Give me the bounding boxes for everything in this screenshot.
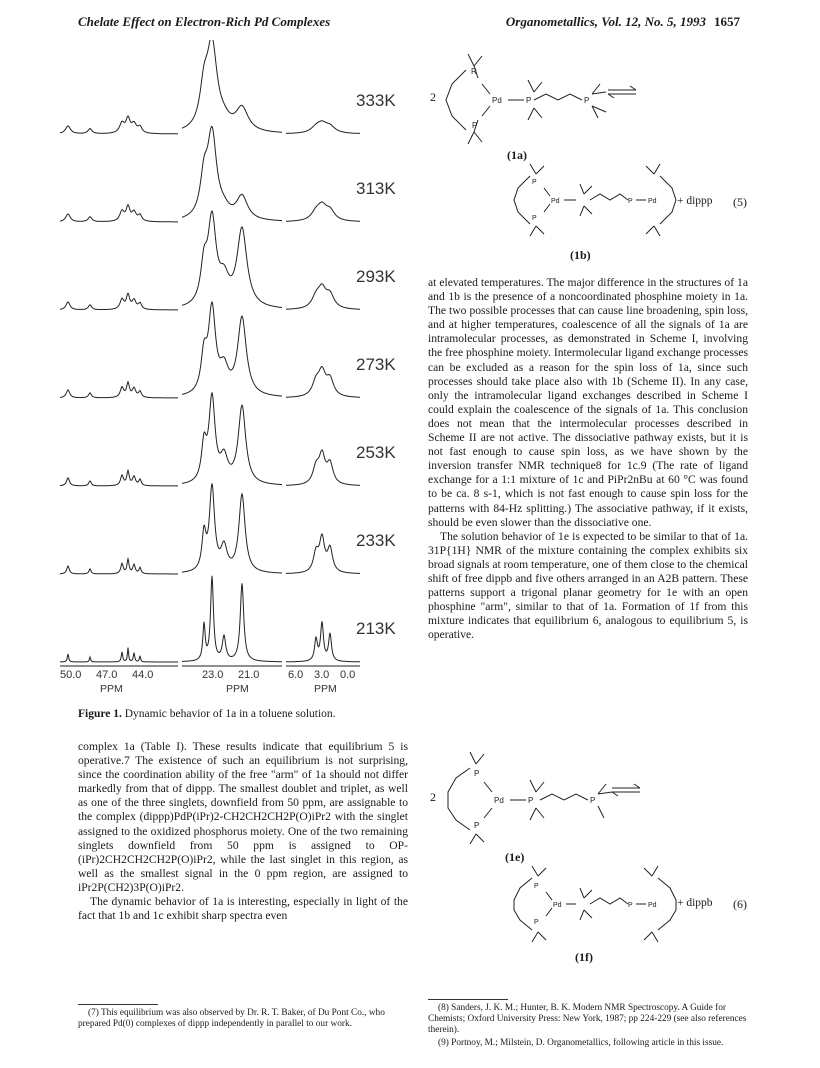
spectrum-trace: [286, 121, 360, 134]
ppm-unit-label: PPM: [314, 683, 337, 695]
ppm-tick-label: 50.0: [60, 669, 82, 681]
atom-pd: Pd: [553, 902, 562, 909]
free-ligand-dippb: + dippb: [677, 897, 713, 909]
left-footnotes: [78, 1008, 408, 1031]
temperature-label: 233K: [356, 531, 396, 550]
footnote: (8) Sanders, J. K. M.; Hunter, B. K. Modern NMR Spectroscopy. A Guide for Chemists; Oxford University Press: New York, 1987; pp 224-229 (see also references therein).: [428, 1003, 747, 1036]
paragraph: complex 1a (Table I). These results indicate that equilibrium 5 is operative.7 The existence of such an equilibrium is not surprising, since the coordination ability of the free "arm" of 1a should not differ markedly from that of dippp. The smallest doublet and triplet, as well as one of the three singlets, downfield from 50 ppm, are assignable to the complex (dippp)PdP(iPr)2-CH2CH2CH2P(O)iPr2 with the singlet assigned to the oxidized phosphorus moiety. One of the two remaining singlets downfield from 50 ppm is assigned to OP-(iPr)2CH2CH2CH2P(O)iPr2, while the last singlet in this region, as well as the smallest signal in the 0 ppm region, are assigned to iPr2P(CH2)3P(O)iPr2.: [78, 740, 408, 894]
temperature-label: 213K: [356, 619, 396, 638]
equation-number-6: (6): [733, 897, 747, 911]
running-head-title: Chelate Effect on Electron-Rich Pd Complexes: [78, 14, 331, 29]
atom-p: P: [534, 919, 539, 926]
spectrum-trace: [286, 202, 360, 221]
spectrum-trace: [60, 116, 178, 134]
compound-label-1e: (1e): [505, 850, 525, 864]
figure-caption: [78, 708, 418, 720]
atom-pd: Pd: [648, 902, 657, 909]
atom-r: R: [471, 67, 477, 76]
spectrum-trace: [286, 284, 360, 309]
spectrum-trace: [286, 367, 360, 398]
spectrum-trace: [286, 621, 360, 662]
figure-label: Figure 1.: [78, 708, 122, 720]
ppm-tick-label: 6.0: [288, 669, 304, 681]
running-head-journal: [506, 14, 740, 30]
atom-pd: Pd: [551, 198, 560, 205]
paragraph: at elevated temperatures. The major difference in the structures of 1a and 1b is the presence of a noncoordinated phosphine moiety in 1a. The two possible processes that can cause line broadening, spin loss, and at higher temperatures, coalescence of all the signals of 1a are intramolecular processes, as demonstrated in Scheme I, involving the free phosphine moiety. Intermolecular ligand exchange processes can be excluded as a reason for the spin loss of 1a, since such processes should take place also with 1b (Scheme II). In any case, only the intramolecular ligand exchanges described in Scheme I could explain the coalescence of the signals of 1a. This conclusion does not mean that the intermolecular processes described in Scheme II are not active. The dissociative pathway exists, but it is not fast enough to cause spin loss, as we have shown by the inversion transfer NMR technique8 for 1c.9 (The rate of ligand exchange for a 1:1 mixture of 1c and PiPr2nBu at 60 °C was found to be ca. 8 s-1, which is not fast enough to cause spin loss for the patterns with 84-Hz splitting.) The associative pathway, if it exists, should be even slower than the dissociative one.: [428, 276, 748, 529]
spectrum-trace: [182, 211, 282, 308]
atom-p: P: [534, 883, 539, 890]
atom-pd: Pd: [648, 198, 657, 205]
temperature-label: 313K: [356, 179, 396, 198]
ppm-tick-label: 47.0: [96, 669, 118, 681]
structure-1b: [510, 160, 680, 240]
right-column-text: [428, 276, 748, 642]
atom-p: P: [532, 179, 537, 186]
atom-p: P: [474, 769, 480, 778]
atom-p: P: [472, 121, 478, 130]
ppm-unit-label: PPM: [100, 683, 123, 695]
ppm-tick-label: 44.0: [132, 669, 154, 681]
atom-p: P: [474, 821, 480, 830]
coefficient-2: 2: [430, 90, 436, 104]
atom-p: P: [526, 96, 532, 105]
atom-p: P: [532, 215, 537, 222]
temperature-label: 293K: [356, 267, 396, 286]
ppm-tick-label: 3.0: [314, 669, 330, 681]
paragraph: The solution behavior of 1e is expected to be similar to that of 1a. 31P{1H} NMR of the mixture containing the complex exhibits six broad signals at room temperature, one of them close to the chemical shift of free dippb and five others arranged in an A2B pattern. These patterns support a trigonal planar geometry for 1e with an open phosphine "arm", similar to that of 1a. Formation of 1f from this mixture indicates that equilibrium 6, analogous to equilibrium 5, is operative.: [428, 529, 749, 642]
coefficient-2: 2: [430, 790, 436, 804]
spectrum-trace: [286, 534, 360, 573]
temperature-label: 333K: [356, 91, 396, 110]
structure-1e: [440, 748, 640, 848]
compound-label-1b: (1b): [570, 248, 591, 262]
nmr-spectra-figure: [60, 40, 435, 710]
spectrum-trace: [182, 576, 282, 662]
ppm-axes: [60, 666, 360, 695]
temperature-label: 273K: [356, 355, 396, 374]
spectrum-trace: [286, 450, 360, 485]
spectrum-trace: [60, 648, 178, 662]
temperature-label: 253K: [356, 443, 396, 462]
atom-p: P: [590, 796, 596, 805]
left-column-text: [78, 740, 408, 923]
page-number: 1657: [714, 14, 740, 29]
ppm-unit-label: PPM: [226, 683, 249, 695]
spectrum-trace: [60, 293, 178, 310]
spectrum-trace: [182, 302, 282, 396]
journal-citation: Organometallics, Vol. 12, No. 5, 1993: [505, 14, 706, 29]
free-ligand-dippp: + dippp: [677, 195, 713, 207]
compound-label-1a: (1a): [507, 148, 527, 162]
spectrum-trace: [60, 382, 178, 398]
right-footnotes: [428, 1003, 748, 1050]
ppm-tick-label: 23.0: [202, 669, 224, 681]
atom-p: P: [628, 198, 633, 205]
structure-1a: [438, 48, 638, 148]
spectrum-trace: [60, 470, 178, 486]
figure-caption-text: Dynamic behavior of 1a in a toluene solution.: [124, 708, 336, 720]
atom-p: P: [628, 902, 633, 909]
atom-pd: Pd: [492, 96, 502, 105]
footnote-rule: [428, 999, 508, 1000]
spectrum-trace: [182, 126, 282, 220]
equation-number-5: (5): [733, 195, 747, 209]
temperature-labels: [356, 91, 396, 638]
spectrum-trace: [182, 484, 282, 574]
structure-1f: [510, 864, 680, 944]
atom-p: P: [528, 796, 534, 805]
footnote-rule: [78, 1004, 158, 1005]
spectra-traces: [60, 40, 360, 662]
spectrum-trace: [182, 40, 282, 132]
footnote: (7) This equilibrium was also observed by Dr. R. T. Baker, of Du Pont Co., who prepared Pd(0) complexes of dippp independently in parallel to our work.: [78, 1008, 385, 1030]
atom-p: P: [584, 96, 590, 105]
spectrum-trace: [60, 205, 178, 222]
footnote: (9) Portnoy, M.; Milstein, D. Organometallics, following article in this issue.: [438, 1037, 724, 1048]
compound-label-1f: (1f): [575, 950, 593, 964]
atom-pd: Pd: [494, 796, 504, 805]
spectrum-trace: [60, 559, 178, 574]
paragraph: The dynamic behavior of 1a is interesting, especially in light of the fact that 1b and 1c exhibit sharp spectra even: [78, 895, 408, 923]
spectrum-trace: [182, 393, 282, 485]
ppm-tick-label: 21.0: [238, 669, 260, 681]
ppm-tick-label: 0.0: [340, 669, 356, 681]
